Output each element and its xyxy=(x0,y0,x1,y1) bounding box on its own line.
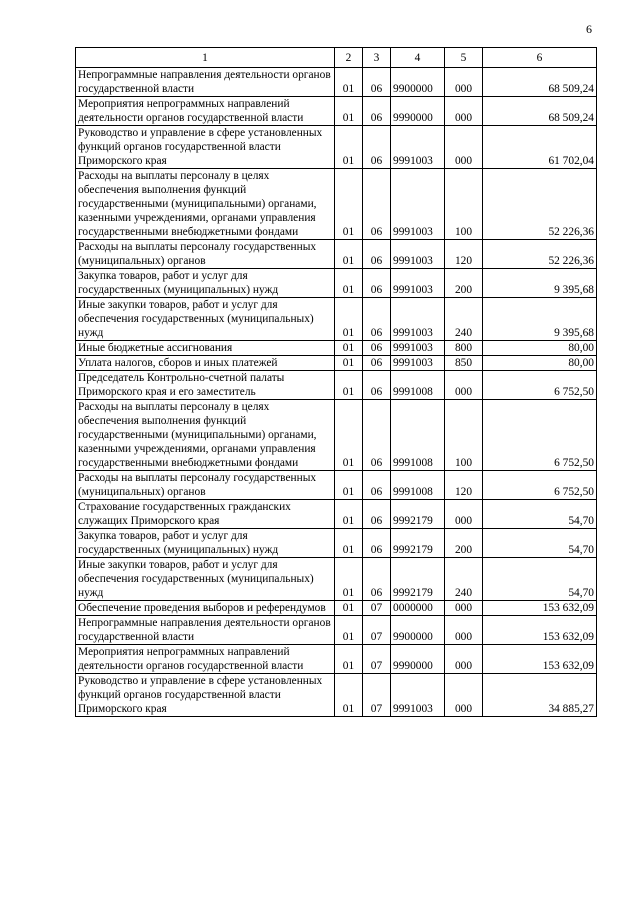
subsection-cell: 06 xyxy=(363,529,391,558)
subsection-cell: 07 xyxy=(363,645,391,674)
target-code-cell: 9991003 xyxy=(391,356,445,371)
expense-type-cell: 120 xyxy=(445,240,483,269)
subsection-cell: 07 xyxy=(363,674,391,717)
item-name-cell: Иные закупки товаров, работ и услуг для обеспечения государственных (муниципальных) нужд xyxy=(76,298,335,341)
item-name-cell: Закупка товаров, работ и услуг для государственных (муниципальных) нужд xyxy=(76,529,335,558)
subsection-cell: 06 xyxy=(363,298,391,341)
subsection-cell: 07 xyxy=(363,601,391,616)
table-row xyxy=(76,126,597,169)
table-row xyxy=(76,356,597,371)
amount-cell: 54,70 xyxy=(483,558,597,601)
subsection-cell: 06 xyxy=(363,400,391,471)
table-row xyxy=(76,601,597,616)
target-code-cell: 9900000 xyxy=(391,616,445,645)
section-cell: 01 xyxy=(335,471,363,500)
expense-type-cell: 200 xyxy=(445,269,483,298)
item-name-cell: Мероприятия непрограммных направлений деятельности органов государственной власти xyxy=(76,97,335,126)
expense-type-cell: 000 xyxy=(445,68,483,97)
amount-cell: 6 752,50 xyxy=(483,400,597,471)
header-cell: 3 xyxy=(363,48,391,68)
subsection-cell: 06 xyxy=(363,240,391,269)
table-row xyxy=(76,341,597,356)
target-code-cell: 9990000 xyxy=(391,645,445,674)
target-code-cell: 9991008 xyxy=(391,400,445,471)
target-code-cell: 9900000 xyxy=(391,68,445,97)
expense-type-cell: 850 xyxy=(445,356,483,371)
target-code-cell: 9992179 xyxy=(391,529,445,558)
table-row xyxy=(76,371,597,400)
section-cell: 01 xyxy=(335,126,363,169)
table-row xyxy=(76,298,597,341)
table-row xyxy=(76,645,597,674)
section-cell: 01 xyxy=(335,616,363,645)
target-code-cell: 9991003 xyxy=(391,298,445,341)
target-code-cell: 9991003 xyxy=(391,269,445,298)
subsection-cell: 06 xyxy=(363,126,391,169)
amount-cell: 68 509,24 xyxy=(483,97,597,126)
section-cell: 01 xyxy=(335,68,363,97)
section-cell: 01 xyxy=(335,601,363,616)
expense-type-cell: 100 xyxy=(445,400,483,471)
subsection-cell: 06 xyxy=(363,269,391,298)
table-row xyxy=(76,471,597,500)
target-code-cell: 9990000 xyxy=(391,97,445,126)
expense-type-cell: 000 xyxy=(445,500,483,529)
item-name-cell: Председатель Контрольно-счетной палаты Приморского края и его заместитель xyxy=(76,371,335,400)
budget-table xyxy=(75,47,597,717)
section-cell: 01 xyxy=(335,356,363,371)
target-code-cell: 9991003 xyxy=(391,169,445,240)
item-name-cell: Иные закупки товаров, работ и услуг для обеспечения государственных (муниципальных) нужд xyxy=(76,558,335,601)
amount-cell: 52 226,36 xyxy=(483,169,597,240)
item-name-cell: Страхование государственных гражданских служащих Приморского края xyxy=(76,500,335,529)
target-code-cell: 9991008 xyxy=(391,371,445,400)
amount-cell: 9 395,68 xyxy=(483,269,597,298)
section-cell: 01 xyxy=(335,269,363,298)
section-cell: 01 xyxy=(335,97,363,126)
item-name-cell: Расходы на выплаты персоналу в целях обеспечения выполнения функций государственными (муниципальными) органами, казенными учреждениями, органами управления государственными внебюджетными фондами xyxy=(76,169,335,240)
subsection-cell: 06 xyxy=(363,471,391,500)
header-cell: 2 xyxy=(335,48,363,68)
amount-cell: 80,00 xyxy=(483,356,597,371)
table-row xyxy=(76,616,597,645)
section-cell: 01 xyxy=(335,400,363,471)
subsection-cell: 06 xyxy=(363,371,391,400)
header-cell: 1 xyxy=(76,48,335,68)
item-name-cell: Иные бюджетные ассигнования xyxy=(76,341,335,356)
subsection-cell: 06 xyxy=(363,500,391,529)
amount-cell: 52 226,36 xyxy=(483,240,597,269)
item-name-cell: Закупка товаров, работ и услуг для государственных (муниципальных) нужд xyxy=(76,269,335,298)
target-code-cell: 9992179 xyxy=(391,558,445,601)
amount-cell: 6 752,50 xyxy=(483,471,597,500)
amount-cell: 54,70 xyxy=(483,529,597,558)
amount-cell: 153 632,09 xyxy=(483,616,597,645)
subsection-cell: 06 xyxy=(363,356,391,371)
target-code-cell: 9991003 xyxy=(391,126,445,169)
expense-type-cell: 240 xyxy=(445,298,483,341)
section-cell: 01 xyxy=(335,169,363,240)
expense-type-cell: 000 xyxy=(445,674,483,717)
expense-type-cell: 000 xyxy=(445,616,483,645)
table-row xyxy=(76,240,597,269)
target-code-cell: 0000000 xyxy=(391,601,445,616)
amount-cell: 80,00 xyxy=(483,341,597,356)
header-cell: 6 xyxy=(483,48,597,68)
target-code-cell: 9991003 xyxy=(391,341,445,356)
table-row xyxy=(76,529,597,558)
amount-cell: 68 509,24 xyxy=(483,68,597,97)
expense-type-cell: 800 xyxy=(445,341,483,356)
subsection-cell: 06 xyxy=(363,341,391,356)
subsection-cell: 06 xyxy=(363,97,391,126)
item-name-cell: Руководство и управление в сфере установленных функций органов государственной власти Приморского края xyxy=(76,674,335,717)
target-code-cell: 9992179 xyxy=(391,500,445,529)
item-name-cell: Расходы на выплаты персоналу государственных (муниципальных) органов xyxy=(76,240,335,269)
expense-type-cell: 000 xyxy=(445,126,483,169)
table-row xyxy=(76,269,597,298)
amount-cell: 9 395,68 xyxy=(483,298,597,341)
section-cell: 01 xyxy=(335,645,363,674)
item-name-cell: Непрограммные направления деятельности органов государственной власти xyxy=(76,68,335,97)
table-row xyxy=(76,97,597,126)
table-header-row xyxy=(76,48,597,68)
table-row xyxy=(76,400,597,471)
item-name-cell: Непрограммные направления деятельности органов государственной власти xyxy=(76,616,335,645)
section-cell: 01 xyxy=(335,371,363,400)
item-name-cell: Уплата налогов, сборов и иных платежей xyxy=(76,356,335,371)
section-cell: 01 xyxy=(335,500,363,529)
table-row xyxy=(76,68,597,97)
table-row xyxy=(76,169,597,240)
table-row xyxy=(76,674,597,717)
subsection-cell: 06 xyxy=(363,68,391,97)
section-cell: 01 xyxy=(335,341,363,356)
item-name-cell: Мероприятия непрограммных направлений деятельности органов государственной власти xyxy=(76,645,335,674)
amount-cell: 153 632,09 xyxy=(483,645,597,674)
table-row xyxy=(76,500,597,529)
section-cell: 01 xyxy=(335,674,363,717)
section-cell: 01 xyxy=(335,529,363,558)
header-cell: 5 xyxy=(445,48,483,68)
item-name-cell: Расходы на выплаты персоналу в целях обеспечения выполнения функций государственными (муниципальными) органами, казенными учреждениями, органами управления государственными внебюджетными фондами xyxy=(76,400,335,471)
item-name-cell: Обеспечение проведения выборов и референдумов xyxy=(76,601,335,616)
expense-type-cell: 000 xyxy=(445,645,483,674)
expense-type-cell: 240 xyxy=(445,558,483,601)
section-cell: 01 xyxy=(335,298,363,341)
amount-cell: 54,70 xyxy=(483,500,597,529)
amount-cell: 34 885,27 xyxy=(483,674,597,717)
section-cell: 01 xyxy=(335,240,363,269)
target-code-cell: 9991003 xyxy=(391,674,445,717)
amount-cell: 6 752,50 xyxy=(483,371,597,400)
subsection-cell: 06 xyxy=(363,169,391,240)
page-number: 6 xyxy=(586,22,592,36)
expense-type-cell: 000 xyxy=(445,97,483,126)
expense-type-cell: 000 xyxy=(445,601,483,616)
header-cell: 4 xyxy=(391,48,445,68)
expense-type-cell: 100 xyxy=(445,169,483,240)
target-code-cell: 9991008 xyxy=(391,471,445,500)
subsection-cell: 07 xyxy=(363,616,391,645)
expense-type-cell: 120 xyxy=(445,471,483,500)
expense-type-cell: 000 xyxy=(445,371,483,400)
item-name-cell: Расходы на выплаты персоналу государственных (муниципальных) органов xyxy=(76,471,335,500)
section-cell: 01 xyxy=(335,558,363,601)
target-code-cell: 9991003 xyxy=(391,240,445,269)
table-row xyxy=(76,558,597,601)
subsection-cell: 06 xyxy=(363,558,391,601)
item-name-cell: Руководство и управление в сфере установленных функций органов государственной власти Приморского края xyxy=(76,126,335,169)
amount-cell: 153 632,09 xyxy=(483,601,597,616)
amount-cell: 61 702,04 xyxy=(483,126,597,169)
expense-type-cell: 200 xyxy=(445,529,483,558)
